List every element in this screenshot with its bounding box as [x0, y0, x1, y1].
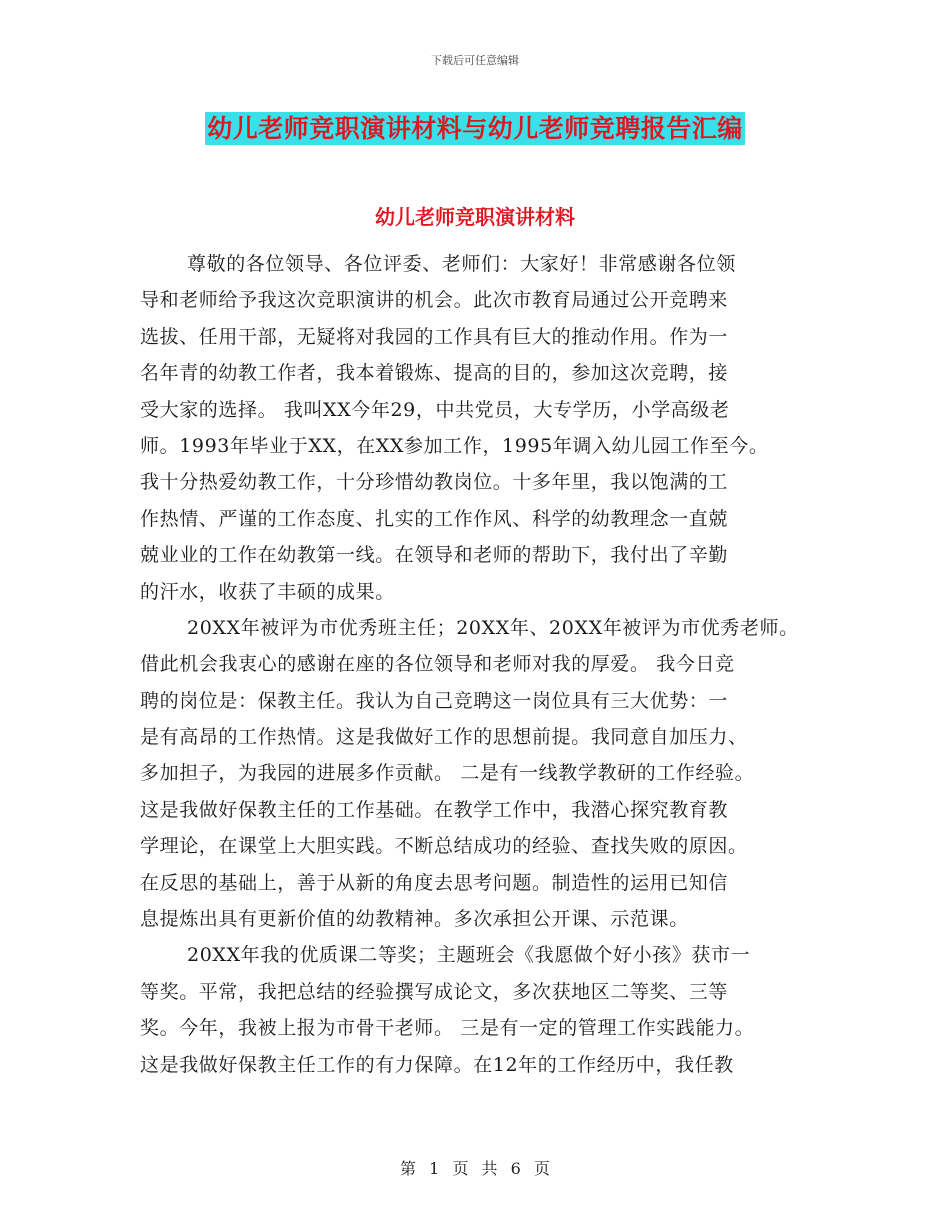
paragraph-line: 尊敬的各位领导、各位评委、老师们：大家好！非常感谢各位领 — [187, 253, 736, 275]
paragraph-line: 师。1993年毕业于XX，在XX参加工作，1995年调入幼儿园工作至今。 — [140, 434, 769, 457]
footer-total-prefix: 共 — [481, 1159, 498, 1178]
footer-total-pages: 6 — [510, 1159, 521, 1178]
paragraph-line: 我十分热爱幼教工作，十分珍惜幼教岗位。十多年里，我以饱满的工 — [140, 471, 729, 494]
body-text — [140, 246, 840, 1083]
footer-total-label: 页 — [533, 1159, 550, 1178]
footer-page-number: 1 — [429, 1159, 440, 1178]
paragraph-line: 奖。今年，我被上报为市骨干老师。 三是有一定的管理工作实践能力。 — [140, 1017, 755, 1040]
paragraph-line: 在反思的基础上，善于从新的角度去思考问题。制造性的运用已知信 — [140, 871, 729, 894]
doc-title-container — [0, 112, 950, 145]
paragraph-line: 20XX年我的优质课二等奖；主题班会《我愿做个好小孩》获市一 — [187, 944, 751, 967]
paragraph-line: 多加担子，为我园的进展多作贡献。 二是有一线教学教研的工作经验。 — [140, 762, 755, 785]
paragraph-line: 是有高昂的工作热情。这是我做好工作的思想前提。我同意自加压力、 — [140, 726, 748, 749]
section-title: 幼儿老师竞职演讲材料 — [375, 205, 575, 229]
paragraph-line: 选拔、任用干部，无疑将对我园的工作具有巨大的推动作用。作为一 — [140, 325, 729, 348]
paragraph-line: 兢业业的工作在幼教第一线。在领导和老师的帮助下，我付出了辛勤 — [140, 544, 729, 567]
footer-prefix: 第 — [400, 1159, 417, 1178]
paragraph-line: 的汗水，收获了丰硕的成果。 — [140, 580, 395, 603]
paragraph-line: 这是我做好保教主任的工作基础。在教学工作中，我潜心探究教育教 — [140, 798, 729, 821]
header-note: 下载后可任意编辑 — [431, 54, 519, 67]
paragraph-line: 20XX年被评为市优秀班主任；20XX年、20XX年被评为市优秀老师。 — [187, 616, 799, 639]
paragraph-line: 学理论，在课堂上大胆实践。不断总结成功的经验、查找失败的原因。 — [140, 835, 748, 858]
paragraph-line: 作热情、严谨的工作态度、扎实的工作作风、科学的幼教理念一直兢 — [140, 507, 729, 530]
paragraph-line: 等奖。平常，我把总结的经验撰写成论文，多次获地区二等奖、三等 — [140, 980, 729, 1003]
paragraph-line: 受大家的选择。 我叫XX今年29，中共党员，大专学历，小学高级老 — [140, 398, 730, 421]
paragraph-line: 这是我做好保教主任工作的有力保障。在12年的工作经历中，我任教 — [140, 1053, 734, 1076]
page-footer — [0, 1156, 950, 1179]
paragraph-line: 息提炼出具有更新价值的幼教精神。多次承担公开课、示范课。 — [140, 908, 689, 931]
paragraph-line: 名年青的幼教工作者，我本着锻炼、提高的目的，参加这次竞聘，接 — [140, 362, 729, 385]
paragraph-line: 导和老师给予我这次竞职演讲的机会。此次市教育局通过公开竞聘来 — [140, 289, 729, 312]
doc-title: 幼儿老师竞职演讲材料与幼儿老师竞聘报告汇编 — [207, 114, 743, 143]
paragraph-line: 聘的岗位是：保教主任。我认为自己竞聘这一岗位具有三大优势：一 — [140, 689, 729, 712]
footer-page-label: 页 — [452, 1159, 469, 1178]
paragraph-line: 借此机会我衷心的感谢在座的各位领导和老师对我的厚爱。 我今日竞 — [140, 653, 735, 676]
